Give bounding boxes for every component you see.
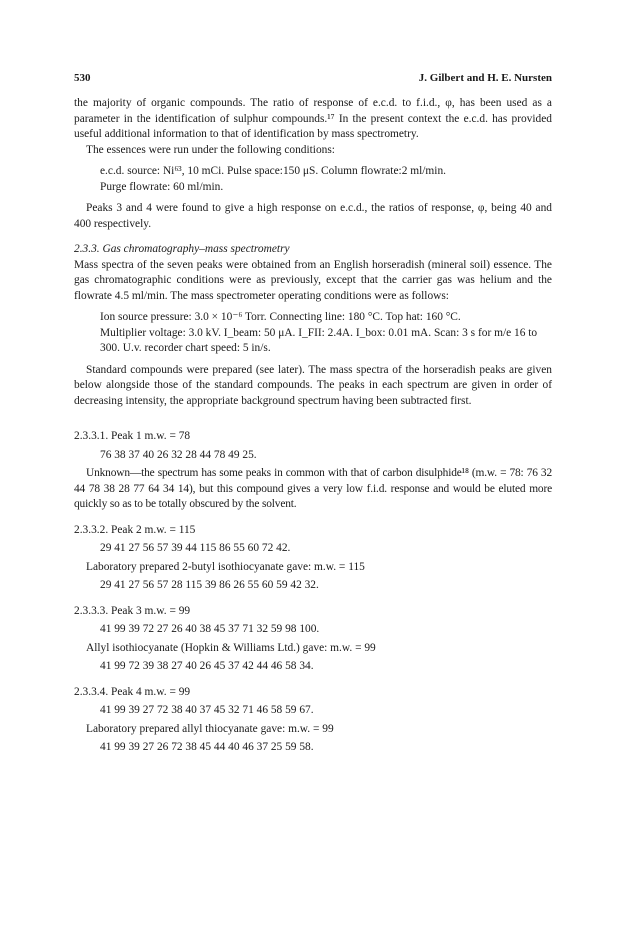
page-number: 530 [74,72,91,84]
paragraph: Peaks 3 and 4 were found to give a high response on e.c.d., the ratios of response, φ, being 40 and 400 respectively. [74,202,552,230]
peak-heading: 2.3.3.1. Peak 1 m.w. = 78 [74,430,191,442]
ms-conditions [74,310,552,357]
reference-series: 41 99 72 39 38 27 40 26 45 37 42 44 46 58 34. [100,660,314,672]
reference-series: 41 99 39 27 26 72 38 45 44 40 46 37 25 59 58. [100,741,314,753]
running-header [74,72,552,86]
reference-label: Laboratory prepared allyl thiocyanate gave: m.w. = 99 [86,722,334,735]
ecd-conditions [74,164,552,195]
reference-label: Allyl isothiocyanate (Hopkin & Williams Ltd.) gave: m.w. = 99 [86,641,376,654]
main-text [74,96,552,759]
condition-line: Purge flowrate: 60 ml/min. [100,180,224,193]
condition-line: e.c.d. source: Ni⁶³, 10 mCi. Pulse space:150 μS. Column flowrate:2 ml/min. [100,165,446,177]
paragraph: The essences were run under the following conditions: [86,143,335,156]
peak-note: Unknown—the spectrum has some peaks in common with that of carbon disulphide¹⁸ (m.w. = 78: 76 32 44 78 38 28 77 64 34 14), but this compound gives a very low f.i.d. response and would be eluted more quickly so as to be totally obscured by the solvent. [74,467,552,510]
reference-label: Laboratory prepared 2-butyl isothiocyanate gave: m.w. = 115 [86,560,365,573]
mass-series: 76 38 37 40 26 32 28 44 78 49 25. [100,448,257,461]
peak-heading: 2.3.3.3. Peak 3 m.w. = 99 [74,604,191,617]
condition-line: Multiplier voltage: 3.0 kV. I_beam: 50 μA. I_FII: 2.4A. I_box: 0.01 mA. Scan: 3 s for m/e 16 to 300. U.v. recorder chart speed: 5 in/s. [100,326,538,354]
mass-series: 41 99 39 72 27 26 40 38 45 37 71 32 59 98 100. [100,623,320,635]
mass-series: 41 99 39 27 72 38 40 37 45 32 71 46 58 59 67. [100,704,314,716]
condition-line: Ion source pressure: 3.0 × 10⁻⁶ Torr. Connecting line: 180 °C. Top hat: 160 °C. [100,311,461,323]
paragraph: Mass spectra of the seven peaks were obtained from an English horseradish (mineral soil) essence. The gas chromatographic conditions were as previously, except that the carrier gas was helium and the flowrate 4.5 ml/min. The mass spectrometer operating conditions were as follows: [74,258,552,302]
mass-series: 29 41 27 56 57 39 44 115 86 55 60 72 42. [100,542,291,554]
reference-series: 29 41 27 56 57 28 115 39 86 26 55 60 59 42 32. [100,579,319,591]
running-authors: J. Gilbert and H. E. Nursten [418,72,552,84]
peak-heading: 2.3.3.2. Peak 2 m.w. = 115 [74,523,196,536]
paragraph: Standard compounds were prepared (see later). The mass spectra of the horseradish peaks are given below alongside those of the standard compounds. The peaks in each spectrum are given in order of decreasing intensity, the appropriate background spectrum having been subtracted first. [74,363,552,407]
section-heading: 2.3.3. Gas chromatography–mass spectrometry [74,243,290,255]
peak-heading: 2.3.3.4. Peak 4 m.w. = 99 [74,685,191,698]
paragraph: the majority of organic compounds. The ratio of response of e.c.d. to f.i.d., φ, has been used as a parameter in the identification of sulphur compounds.¹⁷ In the present context the e.c.d. has provided useful additional information to that of identification by mass spectrometry. [74,97,552,140]
